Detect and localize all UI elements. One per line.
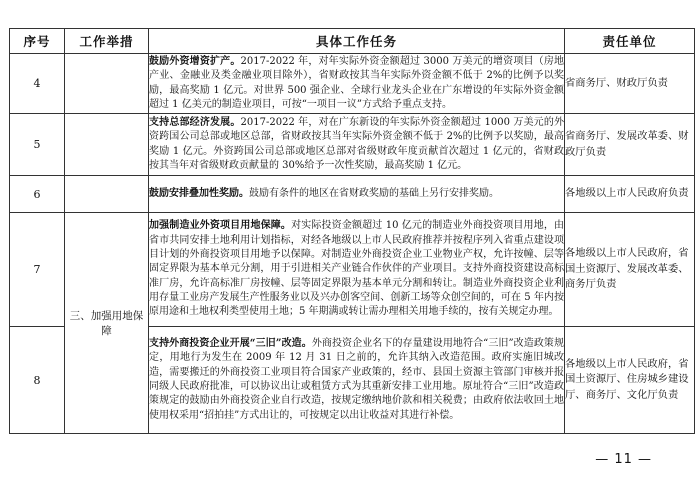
row-number: 7 — [10, 213, 65, 327]
measure-cell — [65, 54, 149, 114]
measure-group-cell: 三、加强用地保障 — [65, 213, 149, 434]
task-cell — [149, 327, 565, 434]
task-text: 2017-2022 年，对年实际外资金额超过 3000 万美元的增资项目（房地产业、金融业及类金融业项目除外），省财政按其当年实际外资金额不低于 2%的比例予以奖励，最高奖励 1 亿元。对世界 500 强企业、全球行业龙头企业在广东增设的年实际外资金额超过 1 亿美元的制造业项目，可按“一项目一议”方式给予重点支持。 — [149, 55, 565, 110]
task-cell — [149, 213, 565, 327]
measure-cell — [65, 176, 149, 213]
unit-cell: 省商务厅、财政厅负责 — [565, 54, 695, 114]
table-row — [10, 176, 695, 213]
task-text: 对实际投资金额超过 10 亿元的制造业外商投资项目用地，由省市共同安排土地利用计划指标，对经各地级以上市人民政府推荐并按程序列入省重点建设项目计划的外商投资项目用地予以保障。对制造业外商投资企业工业物业产权，允许按幢、层等固定界限为基本单元分割，用于引进相关产业链合作伙伴的产业项目。支持外商投资建设高标准厂房，允许高标准厂房按幢、层等固定界限为基本单元分割和转让。制造业外商投资企业利用存量工业房产发展生产性服务业以及兴办创客空间、创新工场等众创空间的，可在 5 年内按原用途和土地权利类型使用土地；5 年期满或转让需办理相关用地手续的，按有关规定办理。 — [149, 220, 564, 318]
row-number: 8 — [10, 327, 65, 434]
header-measure: 工作举措 — [65, 29, 149, 54]
unit-cell: 省商务厅、发展改革委、财政厅负责 — [565, 114, 695, 176]
row-number: 4 — [10, 54, 65, 114]
policy-table — [9, 28, 695, 434]
page-number: — 11 — — [595, 452, 652, 467]
header-unit: 责任单位 — [565, 29, 695, 54]
table-row — [10, 114, 695, 176]
task-cell — [149, 54, 565, 114]
measure-cell — [65, 114, 149, 176]
task-lead: 支持外商投资企业开展“三旧”改造。 — [149, 338, 312, 350]
task-text: 外商投资企业名下的存量建设用地符合“三旧”改造政策规定，用地行为发生在 2009 年 12 月 31 日之前的，允许其纳入改造范围。政府实施旧城改造，需要搬迁的外商投资工业项目符合国家产业政策的，经市、县国土资源主管部门审核并报同级人民政府批准，可以协议出让或租赁方式为其重新安排工业用地。原址符合“三旧”改造政策规定的鼓励由外商投资企业自行改造，按规定缴纳地价款和相关税费；由政府依法收回土地使用权采用“招拍挂”方式出让的，可按规定以出让收益对其进行补偿。 — [149, 338, 564, 421]
task-cell — [149, 114, 565, 176]
row-number: 5 — [10, 114, 65, 176]
header-no: 序号 — [10, 29, 65, 54]
unit-cell: 各地级以上市人民政府，省国土资源厅、住房城乡建设厅、商务厅、文化厅负责 — [565, 327, 695, 434]
task-lead: 鼓励安排叠加性奖励。 — [149, 187, 249, 199]
unit-cell: 各地级以上市人民政府负责 — [565, 176, 695, 213]
table-row — [10, 54, 695, 114]
task-lead: 鼓励外资增资扩产。 — [149, 55, 241, 67]
table-header-row — [10, 29, 695, 54]
task-text: 鼓励有条件的地区在省财政奖励的基础上另行安排奖励。 — [249, 187, 499, 199]
task-cell — [149, 176, 565, 213]
task-lead: 支持总部经济发展。 — [149, 116, 241, 128]
task-text: 2017-2022 年，对在广东新设的年实际外资金额超过 1000 万美元的外资跨国公司总部或地区总部，省财政按其当年实际外资金额不低于 2%的比例予以奖励，最高奖励 1 亿元。外资跨国公司总部或地区总部对省级财政年度贡献首次超过 1 亿元的，省财政按其当年对省级财政贡献量的 30%给予一次性奖励，最高奖励 1 亿元。 — [149, 116, 565, 171]
row-number: 6 — [10, 176, 65, 213]
task-lead: 加强制造业外资项目用地保障。 — [149, 220, 292, 232]
table-row — [10, 213, 695, 327]
header-task: 具体工作任务 — [149, 29, 565, 54]
unit-cell: 各地级以上市人民政府，省国土资源厅、发展改革委、商务厅负责 — [565, 213, 695, 327]
